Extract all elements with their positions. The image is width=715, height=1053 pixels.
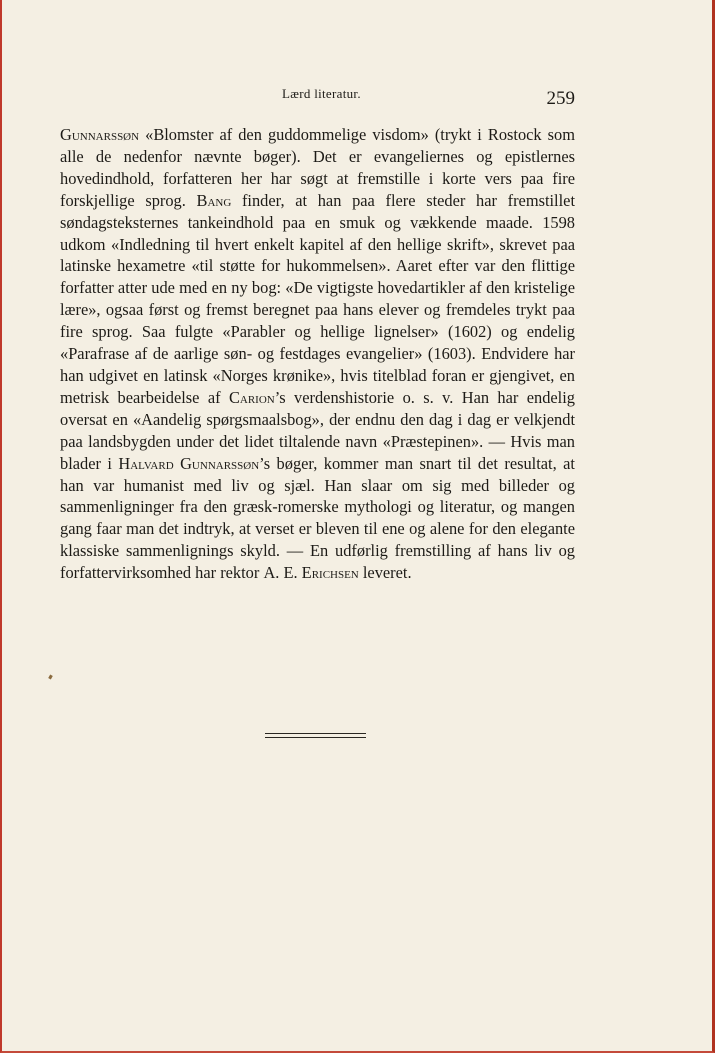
page-header: [60, 86, 575, 110]
running-head: Lærd literatur.: [282, 86, 361, 101]
text-run: leveret.: [358, 563, 412, 583]
body-paragraph: [60, 124, 575, 584]
author-name: A. E. Erichsen: [263, 563, 359, 583]
author-name: Halvard Gunnarssøn: [118, 453, 260, 473]
ink-speck: [48, 675, 53, 680]
end-rule-bottom: [265, 737, 366, 738]
author-name: Gunnarssøn: [60, 125, 140, 144]
page-number: 259: [546, 88, 575, 109]
author-name: Bang: [196, 190, 232, 210]
text-run: «Blomster af den guddommelige visdom» (trykt i Rostock som alle de nedenfor nævnte bøger). Det er evangeliernes og epistlernes hovedindhold, forfatteren her har søgt at fremstille i korte vers paa fire forskjellige sprog.: [60, 125, 575, 210]
text-run: ’s bøger, kommer man snart til det resultat, at han var humanist med liv og sjæl. Han slaar om sig med billeder og sammenligninger fra den græsk-romerske mythologi og literatur, og mangen gang faar man det indtryk, at verset er bleven til ene og alene for den elegante klassiske sammenlignings skyld. — En udførlig fremstilling af hans liv og forfattervirksomhed har rektor: [60, 453, 575, 583]
text-run: ’s verdenshistorie o. s. v. Han har endelig oversat en «Aandelig spørgsmaalsbog», der endnu den dag i dag er velkjendt paa landsbygden under det lidet tiltalende navn «Præstepinen». — Hvis man blader i: [60, 387, 575, 473]
end-rule-top: [265, 733, 366, 734]
text-run: finder, at han paa flere steder har fremstillet søndagsteksternes tankeindhold paa en smuk og vækkende maade. 1598 udkom «Indledning til hvert enkelt kapitel af den hellige skrift», skrevet paa latinske hexametre «til støtte for hukommelsen». Aaret efter var den flittige forfatter atter ude med en ny bog: «De vigtigste hovedartikler af den kristelige lære», ogsaa først og fremst beregnet paa hans elever og fremdeles trykt paa fire sprog. Saa fulgte «Parabler og hellige lignelser» (1602) og endelig «Parafrase af de aarlige søn- og festdages evangelier» (1603). Endvidere har han udgivet en latinsk «Norges krønike», hvis titelblad foran er gjengivet, en metrisk bearbeidelse af: [60, 190, 575, 407]
author-name: Carion: [228, 387, 275, 407]
